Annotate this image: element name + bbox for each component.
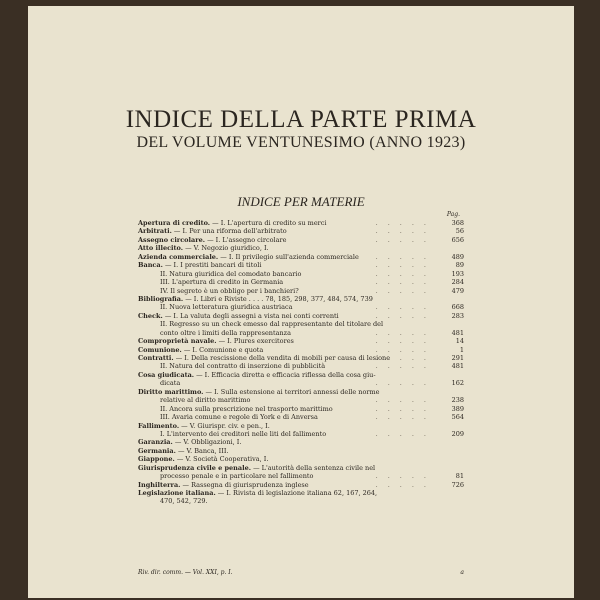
entry-heading: Arbitrati.: [138, 227, 172, 236]
entry-page-number: 481: [451, 362, 464, 371]
entry-description: II. Natura del contratto di inserzione di pubblicità: [160, 362, 326, 371]
entry-heading: Fallimento.: [138, 421, 180, 430]
index-entry: [138, 278, 464, 286]
index-title: INDICE DELLA PARTE PRIMA: [125, 106, 477, 133]
entry-description: — V. Banca, III.: [175, 446, 229, 455]
leader-dots: .....: [375, 303, 436, 312]
entry-text: [138, 337, 294, 345]
entry-description: — V. Giurispr. civ. e pen., I.: [179, 421, 270, 430]
entry-description: — I. Libri e Riviste . . . . 78, 185, 298, 377, 484, 574, 739: [183, 294, 373, 303]
index-entry: [138, 303, 464, 311]
index-entry: [138, 312, 464, 320]
leader-dots: .....: [375, 379, 436, 388]
entry-page-number: 283: [451, 311, 464, 320]
index-entry: [138, 320, 464, 328]
entry-page-number: 668: [451, 303, 464, 312]
entry-text: [138, 464, 375, 472]
entry-page-number: 368: [451, 219, 464, 227]
leader-dots: .....: [375, 311, 436, 320]
footer-citation: Riv. dir. comm. — Vol. XXI, p. I.: [138, 569, 233, 576]
entry-description: II. Regresso su un check emesso dal rappresentante del titolare del: [160, 320, 384, 329]
leader-dots: .....: [375, 480, 436, 489]
entry-description: — I. Comunione e quota: [181, 345, 264, 354]
entry-description: I. L'intervento dei creditori nelle liti del fallimento: [160, 429, 327, 438]
entry-page-number: 564: [451, 413, 464, 422]
entry-description: — Rassegna di giurisprudenza inglese: [180, 480, 309, 489]
leader-dots: .....: [375, 269, 436, 278]
entry-page-number: 479: [451, 286, 464, 295]
index-entry: [138, 481, 464, 489]
entry-heading: Comunione.: [138, 345, 182, 354]
index-entry: [138, 236, 464, 244]
entry-text: [138, 219, 327, 227]
entry-text: [138, 253, 359, 261]
page-footer: [138, 569, 464, 576]
entry-text: [160, 497, 208, 505]
index-entry: [138, 346, 464, 354]
entry-text: [138, 481, 309, 489]
index-entry: [138, 430, 464, 438]
entry-heading: Comproprietà navale.: [138, 337, 217, 346]
entry-page-number: 284: [451, 278, 464, 287]
entry-text: [160, 430, 326, 438]
entry-heading: Banca.: [138, 261, 163, 270]
entry-text: [138, 236, 286, 244]
leader-dots: .....: [375, 413, 436, 422]
entry-text: [138, 422, 270, 430]
leader-dots: .....: [375, 261, 436, 270]
index-entry: [138, 227, 464, 235]
entry-description: — I. Plures exercitores: [216, 337, 294, 346]
index-entry: [138, 362, 464, 370]
entry-heading: Check.: [138, 311, 163, 320]
leader-dots: .....: [375, 227, 436, 236]
entry-page-number: 481: [451, 328, 464, 337]
entry-text: [160, 413, 318, 421]
entry-heading: Azienda commerciale.: [138, 252, 219, 261]
section-heading: INDICE PER MATERIE: [237, 194, 365, 209]
entry-text: [160, 362, 325, 370]
leader-dots: .....: [375, 219, 436, 227]
entry-text: [138, 388, 380, 396]
leader-dots: .....: [375, 286, 436, 295]
leader-dots: .....: [375, 472, 436, 481]
index-entry: [138, 371, 464, 379]
page-column-label: Pag.: [446, 211, 460, 218]
entry-description: — I. I prestiti bancari di titoli: [162, 261, 262, 270]
index-entry: [138, 405, 464, 413]
index-entry: [138, 489, 464, 497]
index-entry: [138, 464, 464, 472]
entry-description: — I. Della rescissione della vendita di mobili per causa di lesione: [173, 354, 391, 362]
entry-description: — I. Rivista di legislazione italiana 62, 167, 264,: [215, 489, 378, 497]
index-entry: [138, 422, 464, 430]
index-entry: [138, 396, 464, 404]
entry-text: [138, 438, 241, 446]
entry-page-number: 726: [451, 480, 464, 489]
leader-dots: .....: [375, 362, 436, 371]
entry-description: II. Nuova letteratura giuridica austriaca: [160, 303, 293, 312]
leader-dots: .....: [375, 337, 436, 346]
entry-description: processo penale e in particolare nel fallimento: [160, 472, 314, 481]
entry-page-number: 209: [451, 429, 464, 438]
entry-description: — V. Negozio giuridico, I.: [183, 244, 269, 253]
entry-text: [138, 447, 228, 455]
entry-heading: Inghilterra.: [138, 480, 181, 489]
index-entry: [138, 244, 464, 252]
entry-page-number: 56: [455, 227, 464, 236]
index-entry: [138, 270, 464, 278]
entry-text: [160, 278, 283, 286]
entry-heading: Diritto marittimo.: [138, 387, 204, 396]
entry-description: — V. Obbligazioni, I.: [172, 438, 242, 447]
leader-dots: .....: [375, 278, 436, 287]
entry-heading: Giappone.: [138, 455, 175, 464]
index-entry: [138, 337, 464, 345]
index-entry: [138, 219, 464, 227]
index-subtitle: DEL VOLUME VENTUNESIMO (ANNO 1923): [136, 134, 466, 151]
entry-description: — L'autorità della sentenza civile nel: [251, 463, 376, 472]
entry-heading: Bibliografia.: [138, 294, 184, 303]
entry-description: IV. Il segreto è un obbligo per i banchieri?: [160, 286, 299, 295]
index-entry: [138, 497, 464, 505]
index-entries: [138, 219, 464, 506]
entry-description: III. L'apertura di credito in Germania: [160, 278, 284, 287]
index-entry: [138, 438, 464, 446]
entry-description: II. Natura giuridica del comodato bancario: [160, 269, 302, 278]
index-entry: [138, 295, 464, 303]
leader-dots: .....: [375, 354, 436, 362]
entry-text: [138, 244, 269, 252]
entry-heading: Garanzia.: [138, 438, 173, 447]
entry-heading: Legislazione italiana.: [138, 489, 216, 497]
index-entry: [138, 447, 464, 455]
entry-heading: Assegno circolare.: [138, 235, 206, 244]
index-entry: [138, 253, 464, 261]
entry-heading: Cosa giudicata.: [138, 370, 195, 379]
entry-description: III. Avaria comune e regole di York e di Anversa: [160, 413, 318, 422]
index-entry: [138, 472, 464, 480]
entry-text: [160, 287, 299, 295]
entry-text: [138, 489, 377, 497]
entry-text: [138, 455, 268, 463]
leader-dots: .....: [375, 235, 436, 244]
entry-description: — V. Società Cooperativa, I.: [174, 455, 269, 464]
entry-page-number: 14: [455, 337, 464, 346]
entry-text: [138, 312, 339, 320]
entry-description: — I. L'apertura di credito su merci: [210, 219, 327, 227]
entry-heading: Apertura di credito.: [138, 219, 211, 227]
index-entry: [138, 388, 464, 396]
leader-dots: .....: [375, 396, 436, 405]
entry-text: [160, 329, 291, 337]
entry-text: [138, 346, 263, 354]
leader-dots: .....: [375, 429, 436, 438]
leader-dots: .....: [375, 345, 436, 354]
index-entry: [138, 379, 464, 387]
entry-heading: Contratti.: [138, 354, 174, 362]
leader-dots: .....: [375, 252, 436, 261]
index-entry: [138, 287, 464, 295]
entry-page-number: 162: [451, 379, 464, 388]
entry-description: — I. Sulla estensione ai territori annessi delle norme: [203, 387, 380, 396]
entry-description: conto oltre i limiti della rappresentanza: [160, 328, 291, 337]
entry-page-number: 89: [455, 261, 464, 270]
entry-text: [160, 303, 293, 311]
index-entry: [138, 329, 464, 337]
entry-text: [160, 405, 333, 413]
entry-page-number: 193: [451, 269, 464, 278]
entry-description: — I. Per una riforma dell'arbitrato: [171, 227, 287, 236]
entry-page-number: 291: [451, 354, 464, 362]
entry-description: — I. La valuta degli assegni a vista nei conti correnti: [162, 311, 339, 320]
entry-page-number: 238: [451, 396, 464, 405]
entry-page-number: 489: [451, 252, 464, 261]
entry-description: relative al diritto marittimo: [160, 396, 251, 405]
index-entry: [138, 455, 464, 463]
entry-description: 470, 542, 729.: [160, 497, 208, 506]
entry-description: — I. Efficacia diretta e efficacia riflessa della cosa giu-: [194, 370, 376, 379]
entry-description: dicata: [160, 379, 181, 388]
entry-page-number: 389: [451, 404, 464, 413]
entry-text: [138, 295, 373, 303]
entry-description: — I. Il privilegio sull'azienda commerciale: [218, 252, 359, 261]
entry-description: — I. L'assegno circolare: [205, 235, 287, 244]
entry-description: II. Ancora sulla prescrizione nel trasporto marittimo: [160, 404, 333, 413]
entry-text: [160, 472, 313, 480]
document-page: [28, 6, 574, 598]
entry-page-number: 1: [459, 345, 464, 354]
entry-heading: Atto illecito.: [138, 244, 183, 253]
entry-page-number: 656: [451, 235, 464, 244]
entry-text: [138, 261, 261, 269]
leader-dots: .....: [375, 328, 436, 337]
leader-dots: .....: [375, 404, 436, 413]
entry-text: [160, 379, 180, 387]
index-entry: [138, 413, 464, 421]
entry-text: [160, 270, 301, 278]
entry-text: [138, 371, 376, 379]
entry-heading: Giurisprudenza civile e penale.: [138, 463, 251, 472]
footer-signature: a: [460, 569, 464, 576]
entry-text: [138, 227, 287, 235]
entry-heading: Germania.: [138, 446, 176, 455]
index-entry: [138, 261, 464, 269]
entry-text: [160, 396, 250, 404]
entry-text: [160, 320, 383, 328]
entry-page-number: 81: [455, 472, 464, 481]
